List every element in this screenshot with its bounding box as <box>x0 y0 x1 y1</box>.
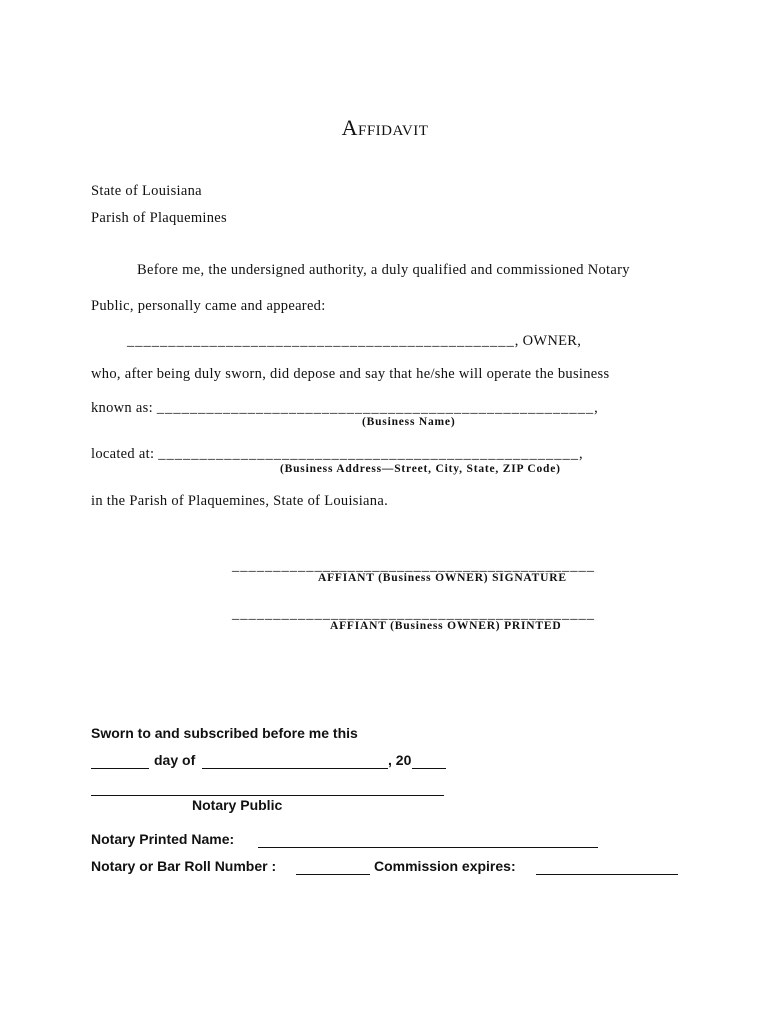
day-blank[interactable] <box>91 768 149 769</box>
document-title: Affidavit <box>341 115 429 140</box>
notary-public-label: Notary Public <box>192 797 283 813</box>
business-address-caption: (Business Address—Street, City, State, ZIP Code) <box>280 463 561 475</box>
month-blank[interactable] <box>202 768 388 769</box>
notary-printed-name-label: Notary Printed Name: <box>91 831 235 847</box>
located-at-line <box>91 446 584 463</box>
affiant-signature-caption: AFFIANT (Business OWNER) SIGNATURE <box>318 572 567 584</box>
business-name-caption: (Business Name) <box>362 416 456 428</box>
affiant-signature-blank[interactable]: ____________________________________________ <box>232 558 595 574</box>
known-as-label: known as: <box>91 400 153 416</box>
state-line: State of Louisiana <box>91 183 202 199</box>
parish-statement: in the Parish of Plaquemines, State of Louisiana. <box>91 493 388 509</box>
owner-line <box>127 333 581 350</box>
notary-printed-name-blank[interactable] <box>258 847 598 848</box>
affiant-printed-blank[interactable]: ____________________________________________ <box>232 606 595 622</box>
parish-line: Parish of Plaquemines <box>91 210 227 226</box>
commission-expires-label: Commission expires: <box>374 858 516 874</box>
bar-roll-label: Notary or Bar Roll Number : <box>91 858 277 874</box>
year-blank[interactable] <box>412 768 446 769</box>
sworn-heading: Sworn to and subscribed before me this <box>91 725 358 741</box>
located-at-label: located at: <box>91 446 155 462</box>
known-as-line <box>91 400 599 417</box>
bar-roll-blank[interactable] <box>296 874 370 875</box>
owner-suffix: , OWNER, <box>514 333 582 349</box>
day-of-label: day of <box>154 752 196 768</box>
intro-line-1: Before me, the undersigned authority, a duly qualified and commissioned Notary <box>137 262 630 278</box>
business-address-blank[interactable]: ___________________________________________________, <box>158 446 584 462</box>
notary-signature-blank[interactable] <box>91 795 444 796</box>
intro-line-2: Public, personally came and appeared: <box>91 298 326 314</box>
commission-expires-blank[interactable] <box>536 874 678 875</box>
sworn-statement-line: who, after being duly sworn, did depose and say that he/she will operate the business <box>91 366 610 382</box>
business-name-blank[interactable]: _____________________________________________________, <box>156 400 599 416</box>
affiant-printed-caption: AFFIANT (Business OWNER) PRINTED <box>330 620 562 632</box>
owner-name-blank[interactable]: _______________________________________________ <box>127 333 515 349</box>
year-prefix: , 20 <box>388 752 412 768</box>
